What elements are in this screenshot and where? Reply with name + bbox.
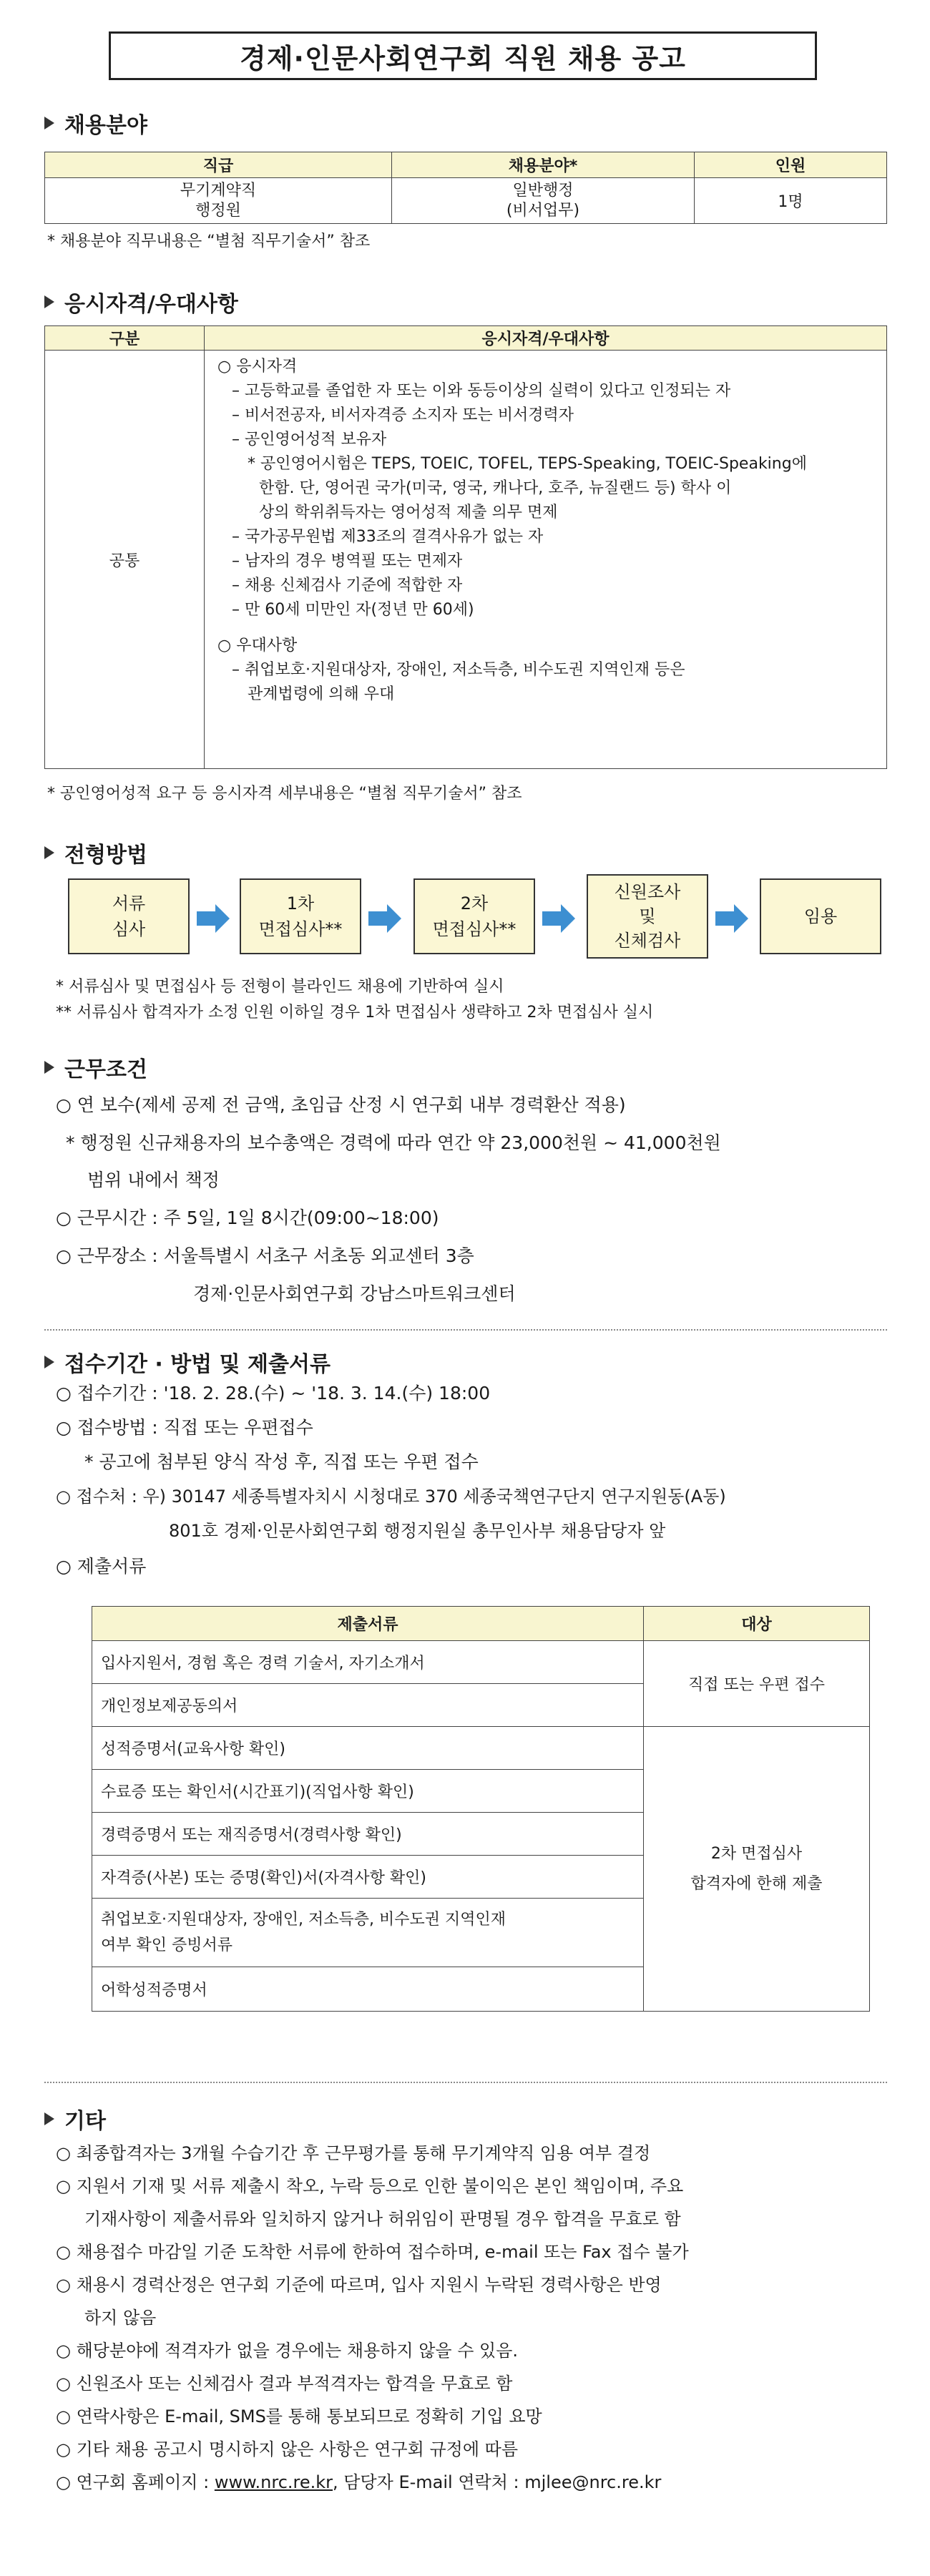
field-table <box>44 152 887 224</box>
etc-item: ○ 채용시 경력산정은 연구회 기준에 따르며, 입사 지원시 누락된 경력사항은 반영 <box>56 2275 662 2295</box>
arrow-right-icon <box>368 904 403 933</box>
etc-item-cont: 기재사항이 제출서류와 일치하지 않거나 허위임이 판명될 경우 합격을 무효로 함 <box>84 2209 681 2229</box>
apply-address: ○ 접수처 : 우) 30147 세종특별자치시 시청대로 370 세종국책연구단지 연구지원동(A동) <box>56 1487 726 1507</box>
process-step-document: 서류 심사 <box>68 878 190 954</box>
section-field-heading: 채용분야 <box>44 107 147 139</box>
process-step-appointment: 임용 <box>760 878 881 954</box>
etc-item: ○ 채용접수 마감일 기준 도착한 서류에 한하여 접수하며, e-mail 또는 Fax 접수 불가 <box>56 2242 689 2262</box>
section-divider <box>44 1329 887 1331</box>
qualification-table <box>44 325 887 769</box>
doc-row: 입사지원서, 경험 혹은 경력 기술서, 자기소개서 <box>92 1641 644 1684</box>
apply-method: ○ 접수방법 : 직접 또는 우편접수 <box>56 1417 313 1438</box>
section-qualification-heading: 응시자격/우대사항 <box>44 286 238 318</box>
qual-content <box>205 351 887 769</box>
process-step-interview-1: 1차 면접심사** <box>240 878 361 954</box>
etc-item: ○ 신원조사 또는 신체검사 결과 부적격자는 합격을 무효로 함 <box>56 2374 513 2394</box>
doc-row: 경력증명서 또는 재직증명서(경력사항 확인) <box>92 1813 644 1856</box>
process-note-1: * 서류심사 및 면접심사 등 전형이 블라인드 채용에 기반하여 실시 <box>56 978 504 996</box>
arrow-right-icon <box>715 904 750 933</box>
apply-period: ○ 접수기간 : '18. 2. 28.(수) ~ '18. 3. 14.(수) 18:00 <box>56 1383 491 1404</box>
etc-item: ○ 기타 채용 공고시 명시하지 않은 사항은 연구회 규정에 따름 <box>56 2439 519 2459</box>
triangle-bullet-icon <box>44 2112 54 2125</box>
doc-row: 수료증 또는 확인서(시간표기)(직업사항 확인) <box>92 1770 644 1813</box>
field-cell-grade: 무기계약직 행정원 <box>45 178 392 224</box>
doc-target-interview: 2차 면접심사 합격자에 한해 제출 <box>644 1727 870 2012</box>
qual-line: – 취업보호·지원대상자, 장애인, 저소득층, 비수도권 지역인재 등은 <box>232 661 685 679</box>
triangle-bullet-icon <box>44 1061 54 1074</box>
qual-line: – 국가공무원법 제33조의 결격사유가 없는 자 <box>232 528 544 546</box>
qual-line: * 공인영어시험은 TEPS, TOEIC, TOFEL, TEPS-Speaking, TOEIC-Speaking에 <box>248 455 807 473</box>
field-header-count: 인원 <box>695 152 887 178</box>
homepage-link[interactable]: www.nrc.re.kr <box>214 2472 333 2492</box>
qual-line: 관계법령에 의해 우대 <box>248 685 395 703</box>
arrow-right-icon <box>197 904 231 933</box>
doc-row: 성적증명서(교육사항 확인) <box>92 1727 644 1770</box>
etc-item-cont: 하지 않음 <box>84 2308 157 2328</box>
apply-address-cont: 801호 경제·인문사회연구회 행정지원실 총무인사부 채용담당자 앞 <box>169 1521 666 1541</box>
documents-table <box>92 1606 870 2012</box>
work-location-cont: 경제·인문사회연구회 강남스마트워크센터 <box>193 1283 516 1304</box>
section-process-heading: 전형방법 <box>44 837 147 868</box>
qual-line: ○ 우대사항 <box>217 637 298 655</box>
apply-documents-label: ○ 제출서류 <box>56 1556 147 1577</box>
qual-line: – 만 60세 미만인 자(정년 만 60세) <box>232 601 474 619</box>
qual-line: – 고등학교를 졸업한 자 또는 이와 동등이상의 실력이 있다고 인정되는 자 <box>232 382 731 400</box>
etc-item: ○ 최종합격자는 3개월 수습기간 후 근무평가를 통해 무기계약직 임용 여부 결정 <box>56 2143 651 2163</box>
work-hours: ○ 근무시간 : 주 5일, 1일 8시간(09:00~18:00) <box>56 1208 439 1228</box>
doc-row: 취업보호·지원대상자, 장애인, 저소득층, 비수도권 지역인재 여부 확인 증빙서류 <box>92 1899 644 1967</box>
page-title: 경제·인문사회연구회 직원 채용 공고 <box>109 31 817 80</box>
qual-line: 상의 학위취득자는 영어성적 제출 의무 면제 <box>259 504 558 521</box>
doc-header-documents: 제출서류 <box>92 1607 644 1641</box>
field-cell-area: 일반행정 (비서업무) <box>392 178 695 224</box>
field-cell-count: 1명 <box>695 178 887 224</box>
qual-line: – 채용 신체검사 기준에 적합한 자 <box>232 577 463 594</box>
doc-row: 개인정보제공동의서 <box>92 1684 644 1727</box>
qual-line: – 남자의 경우 병역필 또는 면제자 <box>232 552 463 570</box>
qual-category-common: 공통 <box>45 351 205 769</box>
qual-line: ○ 응시자격 <box>217 358 298 376</box>
section-divider <box>44 2082 887 2083</box>
process-step-background-check: 신원조사 및 신체검사 <box>587 874 708 959</box>
work-pay-note-cont: 범위 내에서 책정 <box>87 1170 220 1190</box>
section-apply-heading: 접수기간 · 방법 및 제출서류 <box>44 1346 331 1378</box>
triangle-bullet-icon <box>44 1356 54 1368</box>
field-header-area: 채용분야* <box>392 152 695 178</box>
triangle-bullet-icon <box>44 295 54 308</box>
etc-contact: ○ 연구회 홈페이지 : www.nrc.re.kr, 담당자 E-mail 연락처 : mjlee@nrc.re.kr <box>56 2472 662 2492</box>
etc-item: ○ 해당분야에 적격자가 없을 경우에는 채용하지 않을 수 있음. <box>56 2341 519 2361</box>
qual-line: 한함. 단, 영어권 국가(미국, 영국, 캐나다, 호주, 뉴질랜드 등) 학사 이 <box>259 479 732 497</box>
doc-header-target: 대상 <box>644 1607 870 1641</box>
doc-row: 어학성적증명서 <box>92 1967 644 2012</box>
work-location: ○ 근무장소 : 서울특별시 서초구 서초동 외교센터 3층 <box>56 1245 474 1266</box>
field-header-grade: 직급 <box>45 152 392 178</box>
triangle-bullet-icon <box>44 846 54 859</box>
section-work-heading: 근무조건 <box>44 1052 147 1083</box>
doc-row: 자격증(사본) 또는 증명(확인)서(자격사항 확인) <box>92 1856 644 1899</box>
qualification-note: * 공인영어성적 요구 등 응시자격 세부내용은 “별첨 직무기술서” 참조 <box>47 785 522 803</box>
field-note: * 채용분야 직무내용은 “별첨 직무기술서” 참조 <box>47 232 371 250</box>
work-pay: ○ 연 보수(제세 공제 전 금액, 초임급 산정 시 연구회 내부 경력환산 적용) <box>56 1094 626 1115</box>
process-note-2: ** 서류심사 합격자가 소정 인원 이하일 경우 1차 면접심사 생략하고 2차 면접심사 실시 <box>56 1004 654 1022</box>
etc-item: ○ 연락사항은 E-mail, SMS를 통해 통보되므로 정확히 기입 요망 <box>56 2406 542 2426</box>
etc-item: ○ 지원서 기재 및 서류 제출시 착오, 누락 등으로 인한 불이익은 본인 책임이며, 주요 <box>56 2176 684 2196</box>
triangle-bullet-icon <box>44 117 54 129</box>
qual-header-category: 구분 <box>45 326 205 351</box>
section-etc-heading: 기타 <box>44 2103 106 2135</box>
qual-header-content: 응시자격/우대사항 <box>205 326 887 351</box>
work-pay-note: * 행정원 신규채용자의 보수총액은 경력에 따라 연간 약 23,000천원 ~ 41,000천원 <box>66 1132 721 1153</box>
qual-line: – 공인영어성적 보유자 <box>232 431 387 449</box>
process-step-interview-2: 2차 면접심사** <box>413 878 535 954</box>
contact-email-link[interactable]: mjlee@nrc.re.kr <box>524 2472 662 2492</box>
qual-line: – 비서전공자, 비서자격증 소지자 또는 비서경력자 <box>232 406 574 424</box>
arrow-right-icon <box>542 904 577 933</box>
doc-target-direct: 직접 또는 우편 접수 <box>644 1641 870 1727</box>
apply-method-note: * 공고에 첨부된 양식 작성 후, 직접 또는 우편 접수 <box>84 1451 479 1472</box>
